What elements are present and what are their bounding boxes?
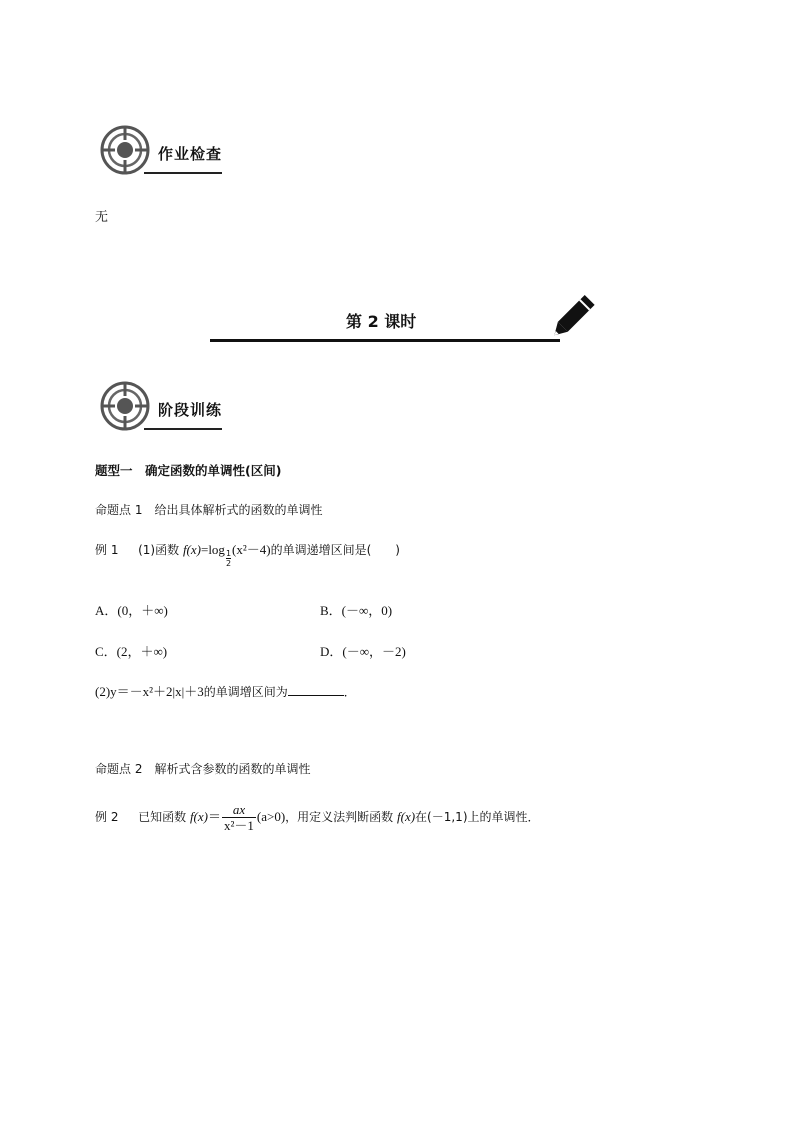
- example2-question: 例 2 已知函数 f(x)＝ $\frac{ax}{\text{x²－1}}$ (a>0)，用定义法判断函数 f(x)在(－1,1)上的单调性．: [95, 802, 540, 833]
- lesson-title: 第 2 课时: [346, 312, 417, 331]
- target-icon: [100, 381, 150, 431]
- example2-label: 例 2: [95, 810, 119, 824]
- part2-function: (2)y＝－x²＋2|x|＋3: [95, 684, 204, 699]
- example1-part2: (2)y＝－x²＋2|x|＋3的单调增区间为 ．: [95, 684, 356, 699]
- lesson-banner: [210, 292, 600, 352]
- homework-content: 无: [95, 210, 109, 225]
- example2-prefix: 已知函数: [138, 810, 190, 824]
- target-icon: [100, 125, 150, 175]
- option-b: B．(－∞，0): [320, 603, 393, 618]
- option-c: C．(2，＋∞): [95, 644, 168, 659]
- example1-prefix: (1)函数: [138, 543, 183, 557]
- function-name: f(x): [397, 809, 416, 824]
- example1-label: 例 1: [95, 543, 119, 557]
- example1-question: [95, 540, 400, 568]
- function-name: f(x): [189, 809, 208, 824]
- log-text: =log: [200, 542, 225, 557]
- fraction-numerator: ax: [222, 802, 256, 818]
- fraction-denominator: x²－1: [224, 818, 254, 833]
- log-argument: (x²－4): [232, 542, 271, 557]
- section-header-homework: [100, 125, 225, 175]
- part2-suffix: 的单调增区间为: [203, 685, 288, 699]
- answer-blank: [288, 683, 344, 696]
- pencil-icon: [545, 292, 600, 347]
- section-title: 作业检查: [158, 145, 223, 163]
- section-header-training: [100, 381, 225, 431]
- fraction: [222, 802, 256, 833]
- point1-title: 命题点 1 给出具体解析式的函数的单调性: [95, 503, 323, 517]
- option-a: A．(0，＋∞): [95, 603, 168, 618]
- option-d: D．(－∞，－2): [320, 644, 406, 659]
- condition: (a>0): [256, 809, 286, 824]
- banner-line: [210, 339, 560, 342]
- log-base: $\frac{1}{2}$: [225, 549, 232, 568]
- section-title: 阶段训练: [158, 401, 223, 419]
- point2-title: 命题点 2 解析式含参数的函数的单调性: [95, 762, 311, 776]
- section-underline: [144, 428, 222, 430]
- section-underline: [144, 172, 222, 174]
- type1-title: 题型一 确定函数的单调性(区间): [95, 463, 282, 478]
- function-name: f(x): [182, 542, 201, 557]
- example1-suffix: 的单调递增区间是( ): [270, 543, 400, 557]
